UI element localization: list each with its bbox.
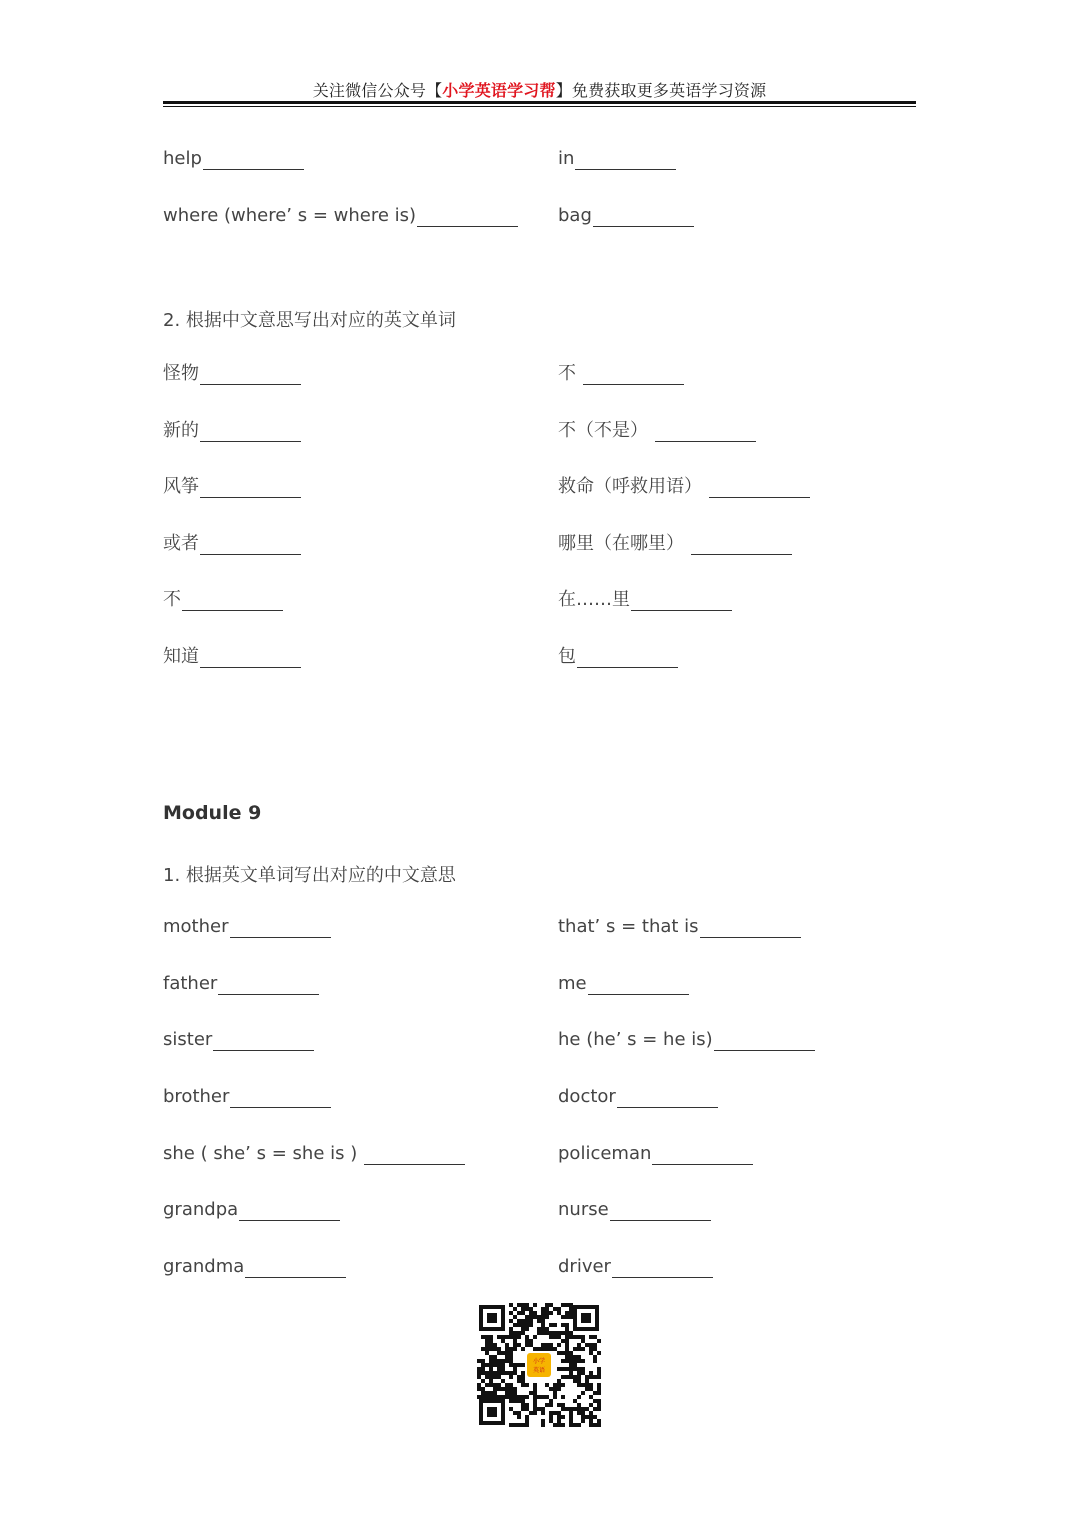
answer-blank[interactable] <box>700 917 801 938</box>
qr-code-icon <box>477 1303 601 1427</box>
answer-blank[interactable] <box>182 590 283 611</box>
module-title: Module 9 <box>163 802 262 824</box>
answer-blank[interactable] <box>230 917 331 938</box>
answer-blank[interactable] <box>610 1200 711 1221</box>
header-account-name: 小学英语学习帮 <box>442 81 556 100</box>
answer-blank[interactable] <box>213 1030 314 1051</box>
vocab-label: help <box>163 148 202 169</box>
vocab-item <box>558 1199 711 1221</box>
vocab-label: nurse <box>558 1199 609 1220</box>
vocab-label: grandma <box>163 1256 245 1277</box>
vocab-item <box>558 363 684 385</box>
vocab-label: father <box>163 973 218 994</box>
vocab-item <box>558 148 676 170</box>
answer-blank[interactable] <box>612 1257 713 1278</box>
answer-blank[interactable] <box>617 1087 718 1108</box>
answer-blank[interactable] <box>245 1257 346 1278</box>
vocab-item <box>558 589 732 611</box>
vocab-label: where (where’ s = where is) <box>163 205 417 226</box>
vocab-label: in <box>558 148 575 169</box>
vocab-label: 新的 <box>163 420 199 441</box>
vocab-item <box>163 1143 465 1165</box>
vocab-item <box>558 916 801 938</box>
qr-logo-text-2: 英语 <box>532 1367 546 1374</box>
vocab-label: brother <box>163 1086 230 1107</box>
vocab-item <box>163 589 283 611</box>
vocab-label: 包 <box>558 646 576 667</box>
answer-blank[interactable] <box>714 1030 815 1051</box>
answer-blank[interactable] <box>200 421 301 442</box>
answer-blank[interactable] <box>593 206 694 227</box>
vocab-label: 或者 <box>163 533 199 554</box>
vocab-label: 哪里（在哪里） <box>558 533 690 554</box>
answer-blank[interactable] <box>577 647 678 668</box>
vocab-label: 风筝 <box>163 476 199 497</box>
vocab-item <box>558 1143 753 1165</box>
header-prefix: 关注微信公众号【 <box>312 81 443 100</box>
vocab-label: 不 <box>163 589 181 610</box>
vocab-label: he (he’ s = he is) <box>558 1029 713 1050</box>
answer-blank[interactable] <box>631 590 732 611</box>
qr-code[interactable] <box>477 1303 601 1427</box>
qr-logo-text-1: 小学 <box>532 1358 546 1365</box>
vocab-label: sister <box>163 1029 213 1050</box>
vocab-label: 救命（呼救用语） <box>558 476 708 497</box>
vocab-label: that’ s = that is <box>558 916 699 937</box>
answer-blank[interactable] <box>364 1144 465 1165</box>
vocab-item <box>558 646 678 668</box>
answer-blank[interactable] <box>655 421 756 442</box>
vocab-item <box>163 916 331 938</box>
vocab-label: 在……里 <box>558 589 630 610</box>
exercise-instruction: 1. 根据英文单词写出对应的中文意思 <box>163 865 456 886</box>
vocab-item <box>558 973 689 995</box>
vocab-item <box>163 1086 331 1108</box>
answer-blank[interactable] <box>417 206 518 227</box>
answer-blank[interactable] <box>709 477 810 498</box>
answer-blank[interactable] <box>588 974 689 995</box>
exercise-instruction: 2. 根据中文意思写出对应的英文单词 <box>163 310 456 331</box>
vocab-label: 不 <box>558 363 582 384</box>
vocab-item <box>558 533 792 555</box>
vocab-label: she ( she’ s = she is ) <box>163 1143 363 1164</box>
answer-blank[interactable] <box>575 149 676 170</box>
answer-blank[interactable] <box>200 647 301 668</box>
vocab-label: grandpa <box>163 1199 239 1220</box>
header-divider-thin <box>163 106 916 107</box>
vocab-item <box>163 1199 340 1221</box>
vocab-label: me <box>558 973 587 994</box>
answer-blank[interactable] <box>200 364 301 385</box>
vocab-item <box>163 476 301 498</box>
vocab-item <box>163 646 301 668</box>
header-suffix: 】免费获取更多英语学习资源 <box>555 81 767 100</box>
vocab-label: bag <box>558 205 592 226</box>
answer-blank[interactable] <box>239 1200 340 1221</box>
vocab-label: 知道 <box>163 646 199 667</box>
answer-blank[interactable] <box>203 149 304 170</box>
vocab-label: mother <box>163 916 229 937</box>
vocab-item <box>558 476 810 498</box>
answer-blank[interactable] <box>652 1144 753 1165</box>
vocab-item <box>558 1256 713 1278</box>
vocab-item <box>558 205 694 227</box>
vocab-item <box>163 420 301 442</box>
vocab-item <box>163 1256 346 1278</box>
page-header <box>163 78 916 101</box>
vocab-item <box>558 1086 718 1108</box>
vocab-label: doctor <box>558 1086 616 1107</box>
vocab-item <box>163 533 301 555</box>
vocab-item <box>558 420 756 442</box>
vocab-item <box>163 148 304 170</box>
header-divider-thick <box>163 101 916 104</box>
vocab-item <box>163 1029 314 1051</box>
vocab-label: driver <box>558 1256 611 1277</box>
vocab-item <box>163 363 301 385</box>
answer-blank[interactable] <box>200 477 301 498</box>
vocab-label: policeman <box>558 1143 652 1164</box>
vocab-item <box>558 1029 815 1051</box>
answer-blank[interactable] <box>218 974 319 995</box>
answer-blank[interactable] <box>230 1087 331 1108</box>
vocab-label: 不（不是） <box>558 420 654 441</box>
answer-blank[interactable] <box>583 364 684 385</box>
answer-blank[interactable] <box>200 534 301 555</box>
vocab-item <box>163 973 319 995</box>
vocab-label: 怪物 <box>163 363 199 384</box>
answer-blank[interactable] <box>691 534 792 555</box>
vocab-item <box>163 205 518 227</box>
